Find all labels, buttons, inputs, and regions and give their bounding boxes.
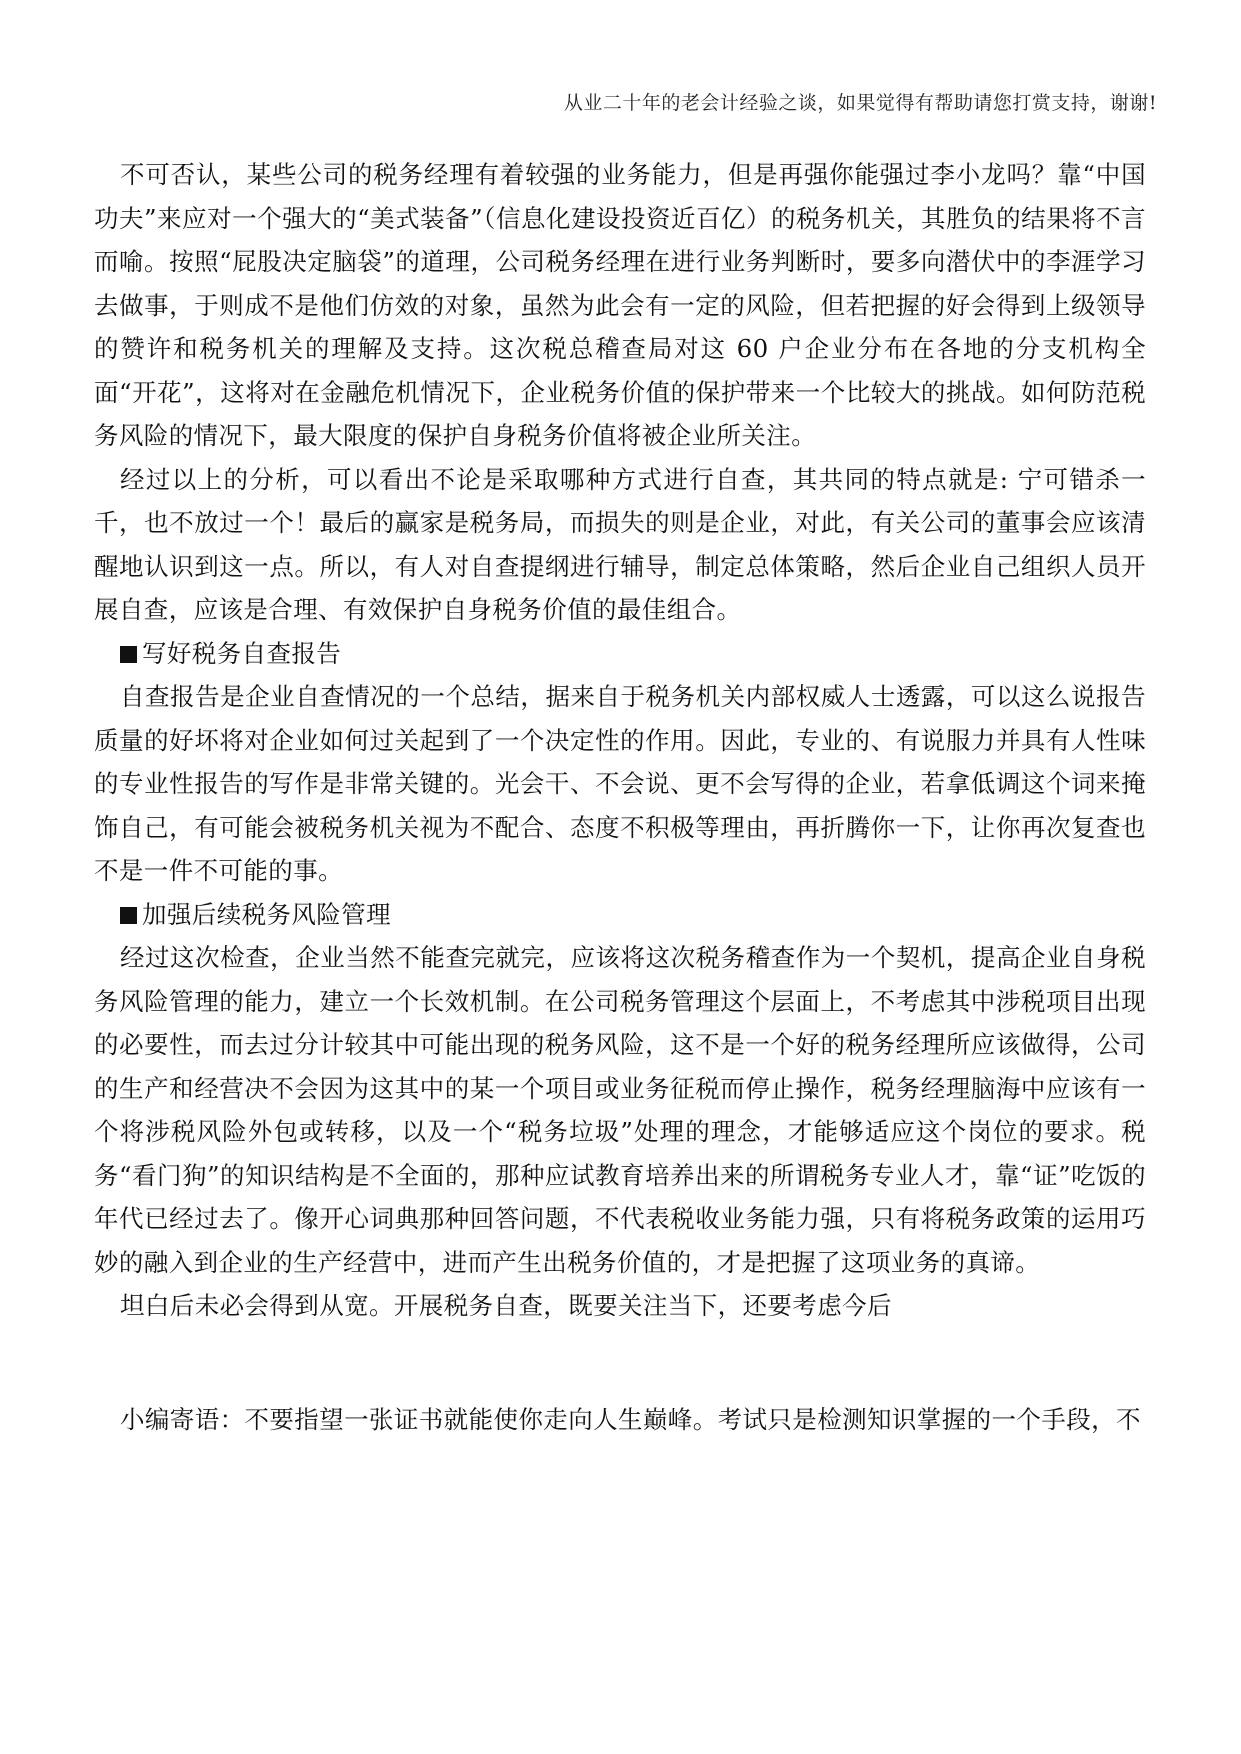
- square-bullet-icon: [120, 646, 137, 663]
- section-heading-2-text: 加强后续税务风险管理: [142, 899, 391, 929]
- section-heading-1-text: 写好税务自查报告: [142, 638, 342, 668]
- blank-gap: [94, 1328, 1146, 1398]
- section-heading-2: [94, 893, 1146, 937]
- square-bullet-icon: [120, 907, 137, 924]
- paragraph-2: 经过以上的分析，可以看出不论是采取哪种方式进行自查，其共同的特点就是: 宁可错杀一千，也不放过一个！最后的赢家是税务局，而损失的则是企业，对此，有关公司的董事会应该清醒地认识到这一点。所以，有人对自查提纲进行辅导，制定总体策略，然后企业自己组织人员开展自查，应该是合理、有效保护自身税务价值的最佳组合。: [94, 464, 1146, 624]
- editor-note: 小编寄语：不要指望一张证书就能使你走向人生巅峰。考试只是检测知识掌握的一个手段，不: [120, 1404, 1141, 1434]
- section-heading-1: [94, 632, 1146, 676]
- paragraph-5: 坦白后未必会得到从宽。开展税务自查，既要关注当下，还要考虑今后: [120, 1291, 892, 1320]
- header-note: 从业二十年的老会计经验之谈，如果觉得有帮助请您打赏支持，谢谢!: [563, 92, 1157, 114]
- paragraph-3: 自查报告是企业自查情况的一个总结，据来自于税务机关内部权威人士透露，可以这么说报告质量的好坏将对企业如何过关起到了一个决定性的作用。因此，专业的、有说服力并具有人性味的专业性报告的写作是非常关键的。光会干、不会说、更不会写得的企业，若拿低调这个词来掩饰自己，有可能会被税务机关视为不配合、态度不积极等理由，再折腾你一下，让你再次复查也不是一件不可能的事。: [94, 682, 1146, 885]
- article-body: [94, 153, 1146, 1441]
- paragraph-4: 经过这次检查，企业当然不能查完就完，应该将这次税务稽查作为一个契机，提高企业自身税务风险管理的能力，建立一个长效机制。在公司税务管理这个层面上，不考虑其中涉税项目出现的必要性，而去过分计较其中可能出现的税务风险，这不是一个好的税务经理所应该做得，公司的生产和经营决不会因为这其中的某一个项目或业务征税而停止操作，税务经理脑海中应该有一个将涉税风险外包或转移，以及一个“税务垃圾”处理的理念，才能够适应这个岗位的要求。税务“看门狗”的知识结构是不全面的，那种应试教育培养出来的所谓税务专业人才，靠“证”吃饭的年代已经过去了。像开心词典那种回答问题，不代表税收业务能力强，只有将税务政策的运用巧妙的融入到企业的生产经营中，进而产生出税务价值的，才是把握了这项业务的真谛。: [94, 943, 1146, 1277]
- paragraph-1: 不可否认，某些公司的税务经理有着较强的业务能力，但是再强你能强过李小龙吗？靠“中国功夫”来应对一个强大的“美式装备”（信息化建设投资近百亿）的税务机关，其胜负的结果将不言而喻。按照“屁股决定脑袋”的道理，公司税务经理在进行业务判断时，要多向潜伏中的李涯学习去做事，于则成不是他们仿效的对象，虽然为此会有一定的风险，但若把握的好会得到上级领导的赞许和税务机关的理解及支持。这次税总稽查局对这 60 户企业分布在各地的分支机构全面“开花”，这将对在金融危机情况下，企业税务价值的保护带来一个比较大的挑战。如何防范税务风险的情况下，最大限度的保护自身税务价值将被企业所关注。: [94, 160, 1146, 450]
